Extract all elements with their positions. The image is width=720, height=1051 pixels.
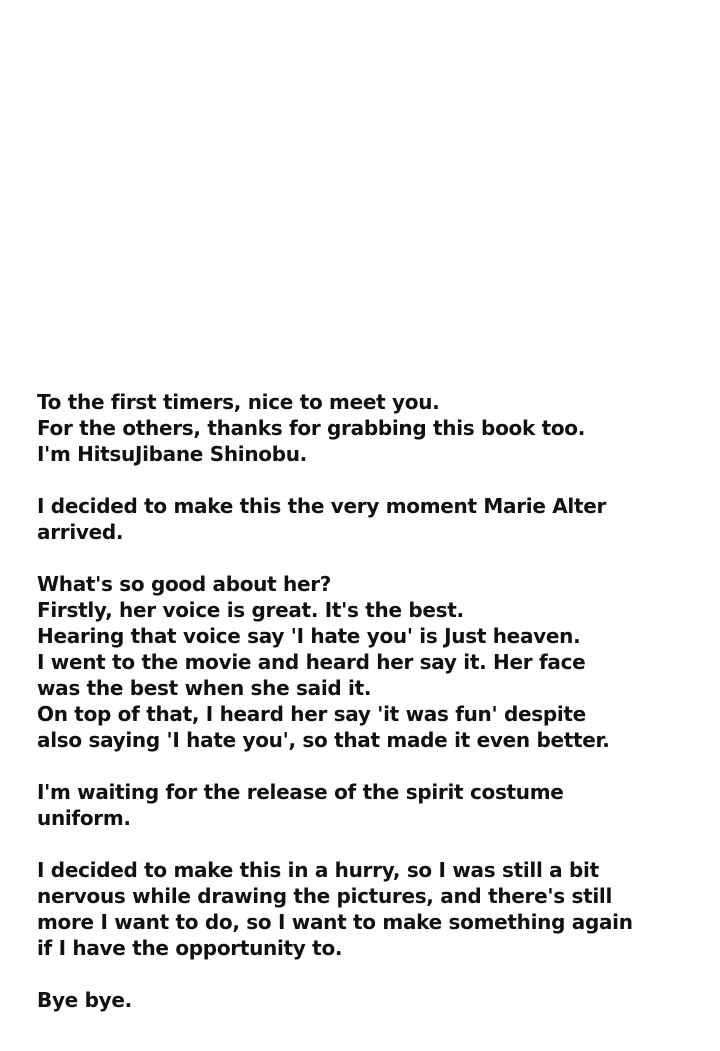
text-line: I went to the movie and heard her say it. Her face — [37, 650, 586, 674]
text-line: What's so good about her? — [37, 572, 332, 596]
text-line: more I want to do, so I want to make something again — [37, 910, 633, 934]
paragraph-greeting — [37, 389, 697, 467]
text-line: if I have the opportunity to. — [37, 936, 343, 960]
afterword-text — [37, 389, 697, 1013]
text-line: I decided to make this the very moment Marie Alter — [37, 494, 607, 518]
text-line: was the best when she said it. — [37, 676, 372, 700]
text-line: I'm HitsuJibane Shinobu. — [37, 442, 307, 466]
text-line: On top of that, I heard her say 'it was fun' despite — [37, 702, 586, 726]
text-line: Firstly, her voice is great. It's the best. — [37, 598, 464, 622]
paragraph-farewell — [37, 987, 697, 1013]
text-line: For the others, thanks for grabbing this book too. — [37, 416, 586, 440]
paragraph-praise — [37, 571, 697, 753]
paragraph-decision — [37, 493, 697, 545]
text-line: Bye bye. — [37, 988, 132, 1012]
text-line: I decided to make this in a hurry, so I was still a bit — [37, 858, 599, 882]
text-line: nervous while drawing the pictures, and there's still — [37, 884, 612, 908]
text-line: arrived. — [37, 520, 124, 544]
text-line: uniform. — [37, 806, 131, 830]
text-line: also saying 'I hate you', so that made it even better. — [37, 728, 610, 752]
text-line: To the first timers, nice to meet you. — [37, 390, 440, 414]
paragraph-hurry — [37, 857, 697, 961]
text-line: Hearing that voice say 'I hate you' is Just heaven. — [37, 624, 581, 648]
paragraph-waiting — [37, 779, 697, 831]
text-line: I'm waiting for the release of the spirit costume — [37, 780, 564, 804]
